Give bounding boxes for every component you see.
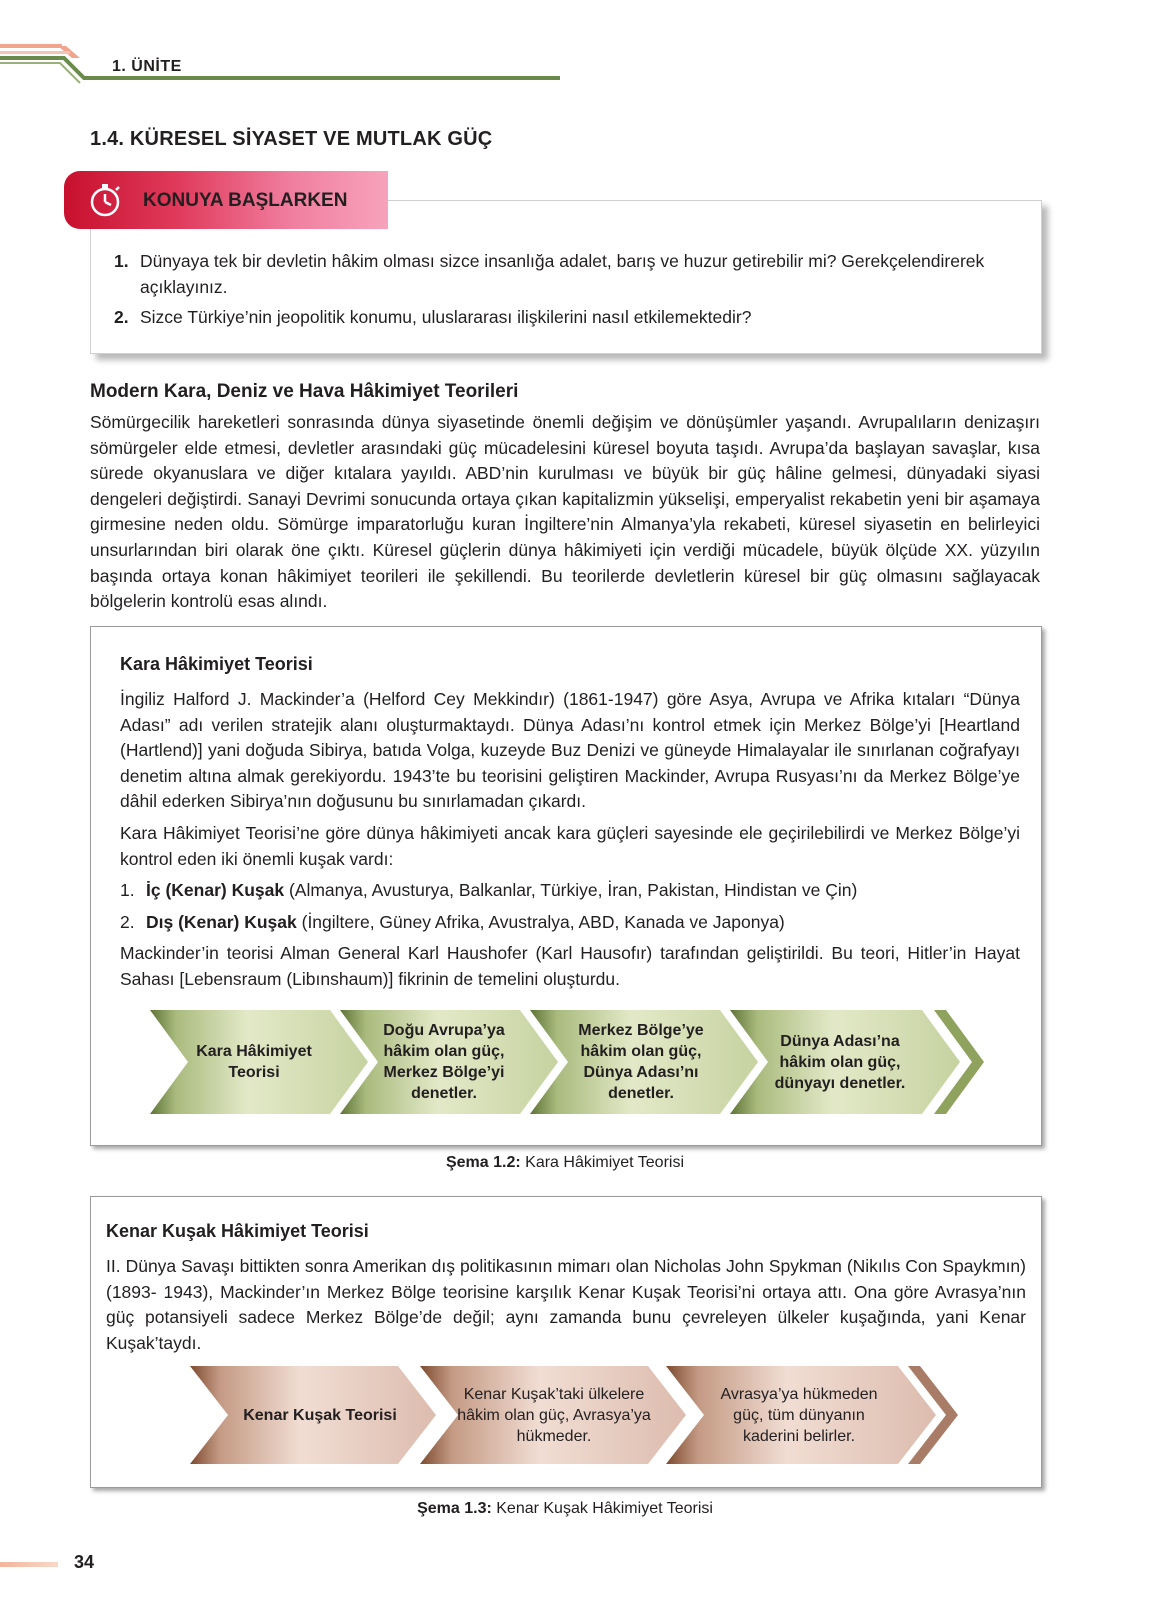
belt-term: İç (Kenar) Kuşak — [146, 880, 285, 901]
land-power-flow-diagram — [150, 1010, 1010, 1114]
flow-step-label: Kenar Kuşak’taki ülkelere hâkim olan güç, Avrasya’ya hükmeder. — [457, 1385, 651, 1445]
rimland-flow-diagram — [190, 1366, 980, 1464]
footer-accent-bar — [0, 1562, 58, 1567]
belt-term: Dış (Kenar) Kuşak — [146, 911, 297, 932]
belt-list-item — [120, 878, 1020, 904]
caption-label: Şema 1.3: — [417, 1500, 492, 1517]
caption-label: Şema 1.2: — [445, 1154, 521, 1171]
caption-text: Kenar Kuşak Hâkimiyet Teorisi — [491, 1500, 713, 1517]
diagram-caption — [90, 1500, 1040, 1518]
flow-step-label: Kenar Kuşak Teorisi — [243, 1406, 397, 1424]
question-text: Sizce Türkiye’nin jeopolitik konumu, uluslararası ilişkilerini nasıl etkilemektedir? — [140, 307, 752, 327]
unit-label: 1. ÜNİTE — [112, 58, 182, 75]
header-stripes — [0, 38, 560, 98]
rimland-theory-body: II. Dünya Savaşı bittikten sonra Amerikan dış politikasının mimarı olan Nicholas John Spykman (Nikılıs Con Spaykmın) (1893- 1943), Mackinder’ın Merkez Bölge teorisine karşılık Kenar Kuşak Teorisi’ni ortaya attı. Ona göre Avrasya’nın güç potansiyeli sadece Merkez Bölge’de değil; aynı zamanda bunu çevreleyen ülkeler kuşağında, yani Kenar Kuşak’taydı. — [106, 1256, 1026, 1353]
list-number: 1. — [120, 880, 135, 901]
diagram-caption — [90, 1154, 1040, 1172]
body-paragraph: Mackinder’in teorisi Alman General Karl Haushofer (Karl Hausofır) tarafından geliştirildi. Bu teori, Hitler’in Hayat Sahası [Lebensraum (Libınshaum)] fikrinin de temelini oluşturdu. — [120, 943, 1020, 989]
section-title: 1.4. KÜRESEL SİYASET VE MUTLAK GÜÇ — [90, 128, 493, 150]
belt-countries: (Almanya, Avusturya, Balkanlar, Türkiye, İran, Pakistan, Hindistan ve Çin) — [284, 880, 858, 901]
land-power-theory-body — [120, 687, 1020, 999]
page-number: 34 — [74, 1552, 95, 1572]
subsection-title: Modern Kara, Deniz ve Hava Hâkimiyet Teorileri — [90, 381, 519, 402]
flow-step-label: Doğu Avrupa’ya hâkim olan güç, Merkez Bölge’yi denetler. — [383, 1022, 505, 1102]
belt-list-item — [120, 910, 1020, 936]
question-number: 2. — [114, 307, 129, 327]
flow-step-label: Merkez Bölge’ye hâkim olan güç, Dünya Adası’nı denetler. — [578, 1022, 704, 1102]
question-text: Dünyaya tek bir devletin hâkim olması sizce insanlığa adalet, barış ve huzur getirebilir mi? Gerekçelendirerek açıklayınız. — [140, 251, 985, 297]
intro-paragraph: Sömürgecilik hareketleri sonrasında dünya siyasetinde önemli değişim ve dönüşümler yaşandı. Avrupalıların denizaşırı sömürgeler elde etmesi, devletler arasındaki güç mücadelesini küresel boyuta taşıdı. Avrupa’da başlayan savaşlar, kısa sürede okyanuslara ve diğer kıtalara yayıldı. ABD’nin kurulması ve büyük bir güç hâline gelmesi, dünyadaki siyasi dengeleri değiştirdi. Sanayi Devrimi sonucunda ortaya çıkan kapitalizmin yükselişi, emperyalist rekabetin yeni bir aşamaya girmesine neden oldu. Sömürge imparatorluğu kuran İngiltere’nin Almanya’yla rekabeti, küresel siyasetin en belirleyici unsurlarından biri olarak öne çıktı. Küresel güçlerin dünya hâkimiyeti için verdiği mücadele, büyük ölçüde XX. yüzyılın başında ortaya konan hâkimiyet teorileri ile şekillendi. Bu teorilerde devletlerin küresel bir güç olmasını sağlayacak bölgelerin kontrolü esas alındı. — [90, 412, 1040, 612]
flow-step-label: Dünya Adası’na hâkim olan güç, dünyayı denetler. — [774, 1032, 906, 1092]
flow-step-label: Kara Hâkimiyet Teorisi — [196, 1043, 312, 1081]
question-item — [114, 248, 1014, 300]
intro-tab-label: KONUYA BAŞLARKEN — [143, 190, 348, 211]
caption-text: Kara Hâkimiyet Teorisi — [520, 1154, 685, 1171]
land-power-theory-title: Kara Hâkimiyet Teorisi — [120, 654, 313, 674]
list-number: 2. — [120, 911, 135, 932]
stopwatch-icon — [86, 181, 124, 219]
belt-countries: (İngiltere, Güney Afrika, Avustralya, ABD, Kanada ve Japonya) — [296, 911, 785, 932]
question-list — [114, 248, 1014, 334]
body-paragraph: Kara Hâkimiyet Teorisi’ne göre dünya hâkimiyeti ancak kara güçleri sayesinde ele geçirilebilirdi ve Merkez Bölge’yi kontrol eden iki önemli kuşak vardı: — [120, 822, 1020, 869]
question-item — [114, 304, 1014, 330]
flow-step-label: Avrasya’ya hükmeden güç, tüm dünyanın kaderini belirler. — [720, 1385, 878, 1445]
rimland-theory-title: Kenar Kuşak Hâkimiyet Teorisi — [106, 1221, 369, 1241]
body-paragraph: İngiliz Halford J. Mackinder’a (Helford Cey Mekkindır) (1861-1947) göre Asya, Avrupa ve Afrika kıtaları “Dünya Adası” adı verilen stratejik alanı oluşturmaktaydı. Dünya Adası’nı kontrol etmek için Merkez Bölge’yi [Heartland (Hartlend)] yani doğuda Sibirya, batıda Volga, kuzeyde Buz Denizi ve güneyde Himalayalar ile sınırlanan coğrafyayı denetim altına almak gerekiyordu. 1943’te bu teorisini geliştiren Mackinder, Avrupa Rusyası’nı da Merkez Bölge’ye dâhil ederken Sibirya’nın doğusunu bu sınırlamadan çıkardı. — [120, 689, 1020, 812]
question-number: 1. — [114, 251, 129, 271]
